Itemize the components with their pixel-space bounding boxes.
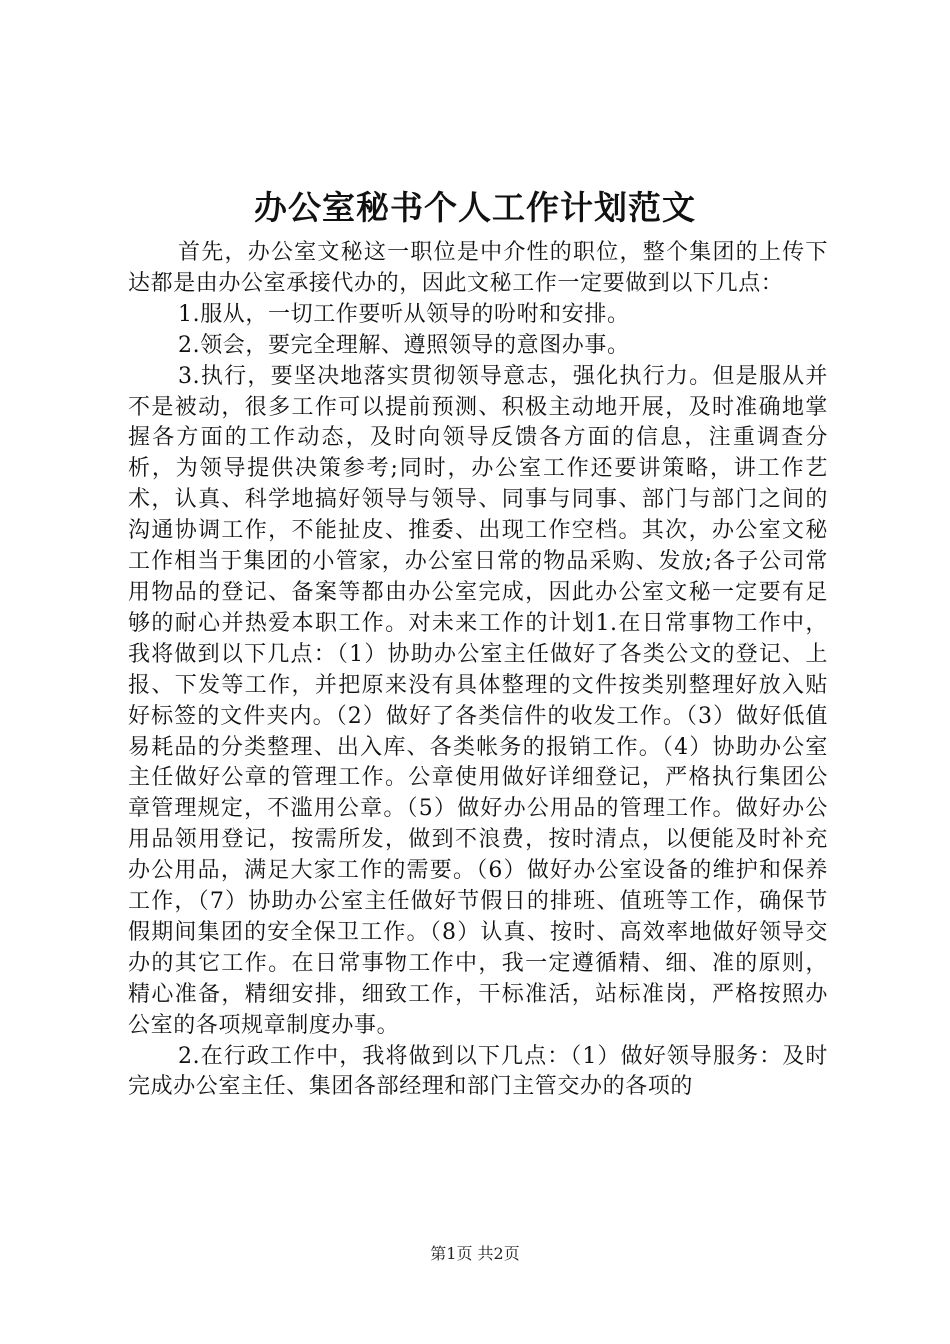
- paragraph-point-3: 3.执行，要坚决地落实贯彻领导意志，强化执行力。但是服从并不是被动，很多工作可以提前预测、积极主动地开展，及时准确地掌握各方面的工作动态，及时向领导反馈各方面的信息，注重调查分析，为领导提供决策参考;同时，办公室工作还要讲策略，讲工作艺术，认真、科学地搞好领导与领导、同事与同事、部门与部门之间的沟通协调工作，不能扯皮、推委、出现工作空档。其次，办公室文秘工作相当于集团的小管家，办公室日常的物品采购、发放;各子公司常用物品的登记、备案等都由办公室完成，因此办公室文秘一定要有足够的耐心并热爱本职工作。对未来工作的计划1.在日常事物工作中，我将做到以下几点：（1）协助办公室主任做好了各类公文的登记、上报、下发等工作，并把原来没有具体整理的文件按类别整理好放入贴好标签的文件夹内。（2）做好了各类信件的收发工作。（3）做好低值易耗品的分类整理、出入库、各类帐务的报销工作。（4）协助办公室主任做好公章的管理工作。公章使用做好详细登记，严格执行集团公章管理规定，不滥用公章。（5）做好办公用品的管理工作。做好办公用品领用登记，按需所发，做到不浪费，按时清点，以便能及时补充办公用品，满足大家工作的需要。（6）做好办公室设备的维护和保养工作，（7）协助办公室主任做好节假日的排班、值班等工作，确保节假期间集团的安全保卫工作。（8）认真、按时、高效率地做好领导交办的其它工作。在日常事物工作中，我一定遵循精、细、准的原则，精心准备，精细安排，细致工作，干标准活，站标准岗，严格按照办公室的各项规章制度办事。: [128, 363, 828, 1038]
- page-number-footer: 第1页 共2页: [430, 1244, 520, 1263]
- document-body: [128, 238, 828, 1103]
- paragraph-administrative-work: 2.在行政工作中，我将做到以下几点：（1）做好领导服务：及时完成办公室主任、集团各部经理和部门主管交办的各项的: [128, 1043, 828, 1100]
- paragraph-intro: 首先，办公室文秘这一职位是中介性的职位，整个集团的上传下达都是由办公室承接代办的，因此文秘工作一定要做到以下几点：: [128, 240, 828, 296]
- paragraph-point-2: 2.领会，要完全理解、遵照领导的意图办事。: [178, 332, 630, 358]
- paragraph-point-1: 1.服从，一切工作要听从领导的吩咐和安排。: [178, 301, 630, 327]
- document-title: 办公室秘书个人工作计划范文: [254, 188, 696, 227]
